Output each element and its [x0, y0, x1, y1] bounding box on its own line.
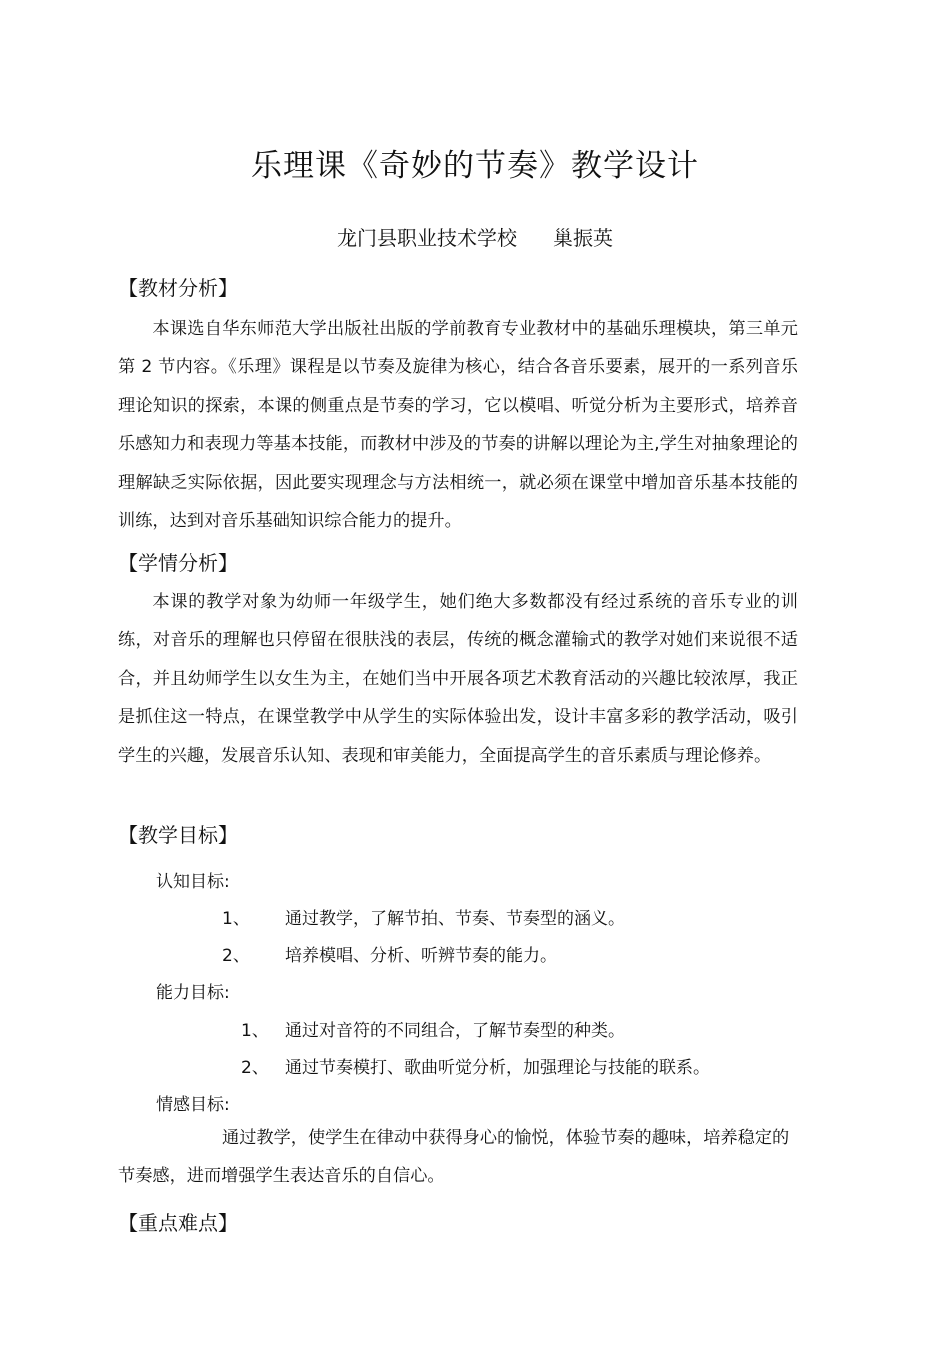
document-title: 乐理课《奇妙的节奏》教学设计 — [251, 148, 699, 184]
list-item-number: 2、 — [241, 1058, 269, 1078]
list-item-text: 通过教学，了解节拍、节奏、节奏型的涵义。 — [285, 909, 625, 929]
ability-goals-label: 能力目标: — [156, 983, 230, 1003]
paragraph-material-analysis: 本课选自华东师范大学出版社出版的学前教育专业教材中的基础乐理模块，第三单元第 2 节内容。《乐理》课程是以节奏及旋律为核心，结合各音乐要素，展开的一系列音乐理论知识的探索，本课的侧重点是节奏的学习，它以模唱、听觉分析为主要形式，培养音乐感知力和表现力等基本技能，而教材中涉及的节奏的讲解以理论为主,学生对抽象理论的理解缺乏实际依据，因此要实现理念与方法相统一，就必须在课堂中增加音乐基本技能的训练，达到对音乐基础知识综合能力的提升。 — [118, 319, 798, 532]
paragraph-emotion-goals: 通过教学，使学生在律动中获得身心的愉悦，体验节奏的趣味，培养稳定的节奏感，进而增强学生表达音乐的自信心。 — [118, 1128, 790, 1187]
heading-material-analysis: 【教材分析】 — [118, 276, 238, 300]
list-item-text: 培养模唱、分析、听辨节奏的能力。 — [285, 946, 557, 966]
author-line — [0, 222, 950, 251]
list-item-text: 通过对音符的不同组合，了解节奏型的种类。 — [285, 1021, 625, 1041]
cognitive-goals-label: 认知目标: — [156, 872, 230, 892]
heading-key-points: 【重点难点】 — [118, 1211, 238, 1235]
list-item-text: 通过节奏模打、歌曲听觉分析，加强理论与技能的联系。 — [285, 1058, 710, 1078]
heading-student-analysis: 【学情分析】 — [118, 551, 238, 575]
list-item-number: 2、 — [222, 946, 250, 966]
author-school: 龙门县职业技术学校 — [337, 226, 517, 250]
list-item-number: 1、 — [241, 1021, 269, 1041]
paragraph-student-analysis: 本课的教学对象为幼师一年级学生，她们绝大多数都没有经过系统的音乐专业的训练，对音乐的理解也只停留在很肤浅的表层，传统的概念灌输式的教学对她们来说很不适合，并且幼师学生以女生为主，在她们当中开展各项艺术教育活动的兴趣比较浓厚，我正是抓住这一特点，在课堂教学中从学生的实际体验出发，设计丰富多彩的教学活动，吸引学生的兴趣，发展音乐认知、表现和审美能力，全面提高学生的音乐素质与理论修养。 — [118, 592, 798, 766]
emotion-goals-label: 情感目标: — [156, 1095, 230, 1115]
heading-teaching-goals: 【教学目标】 — [118, 823, 238, 847]
list-item-number: 1、 — [222, 909, 250, 929]
author-name: 巢振英 — [553, 226, 613, 250]
